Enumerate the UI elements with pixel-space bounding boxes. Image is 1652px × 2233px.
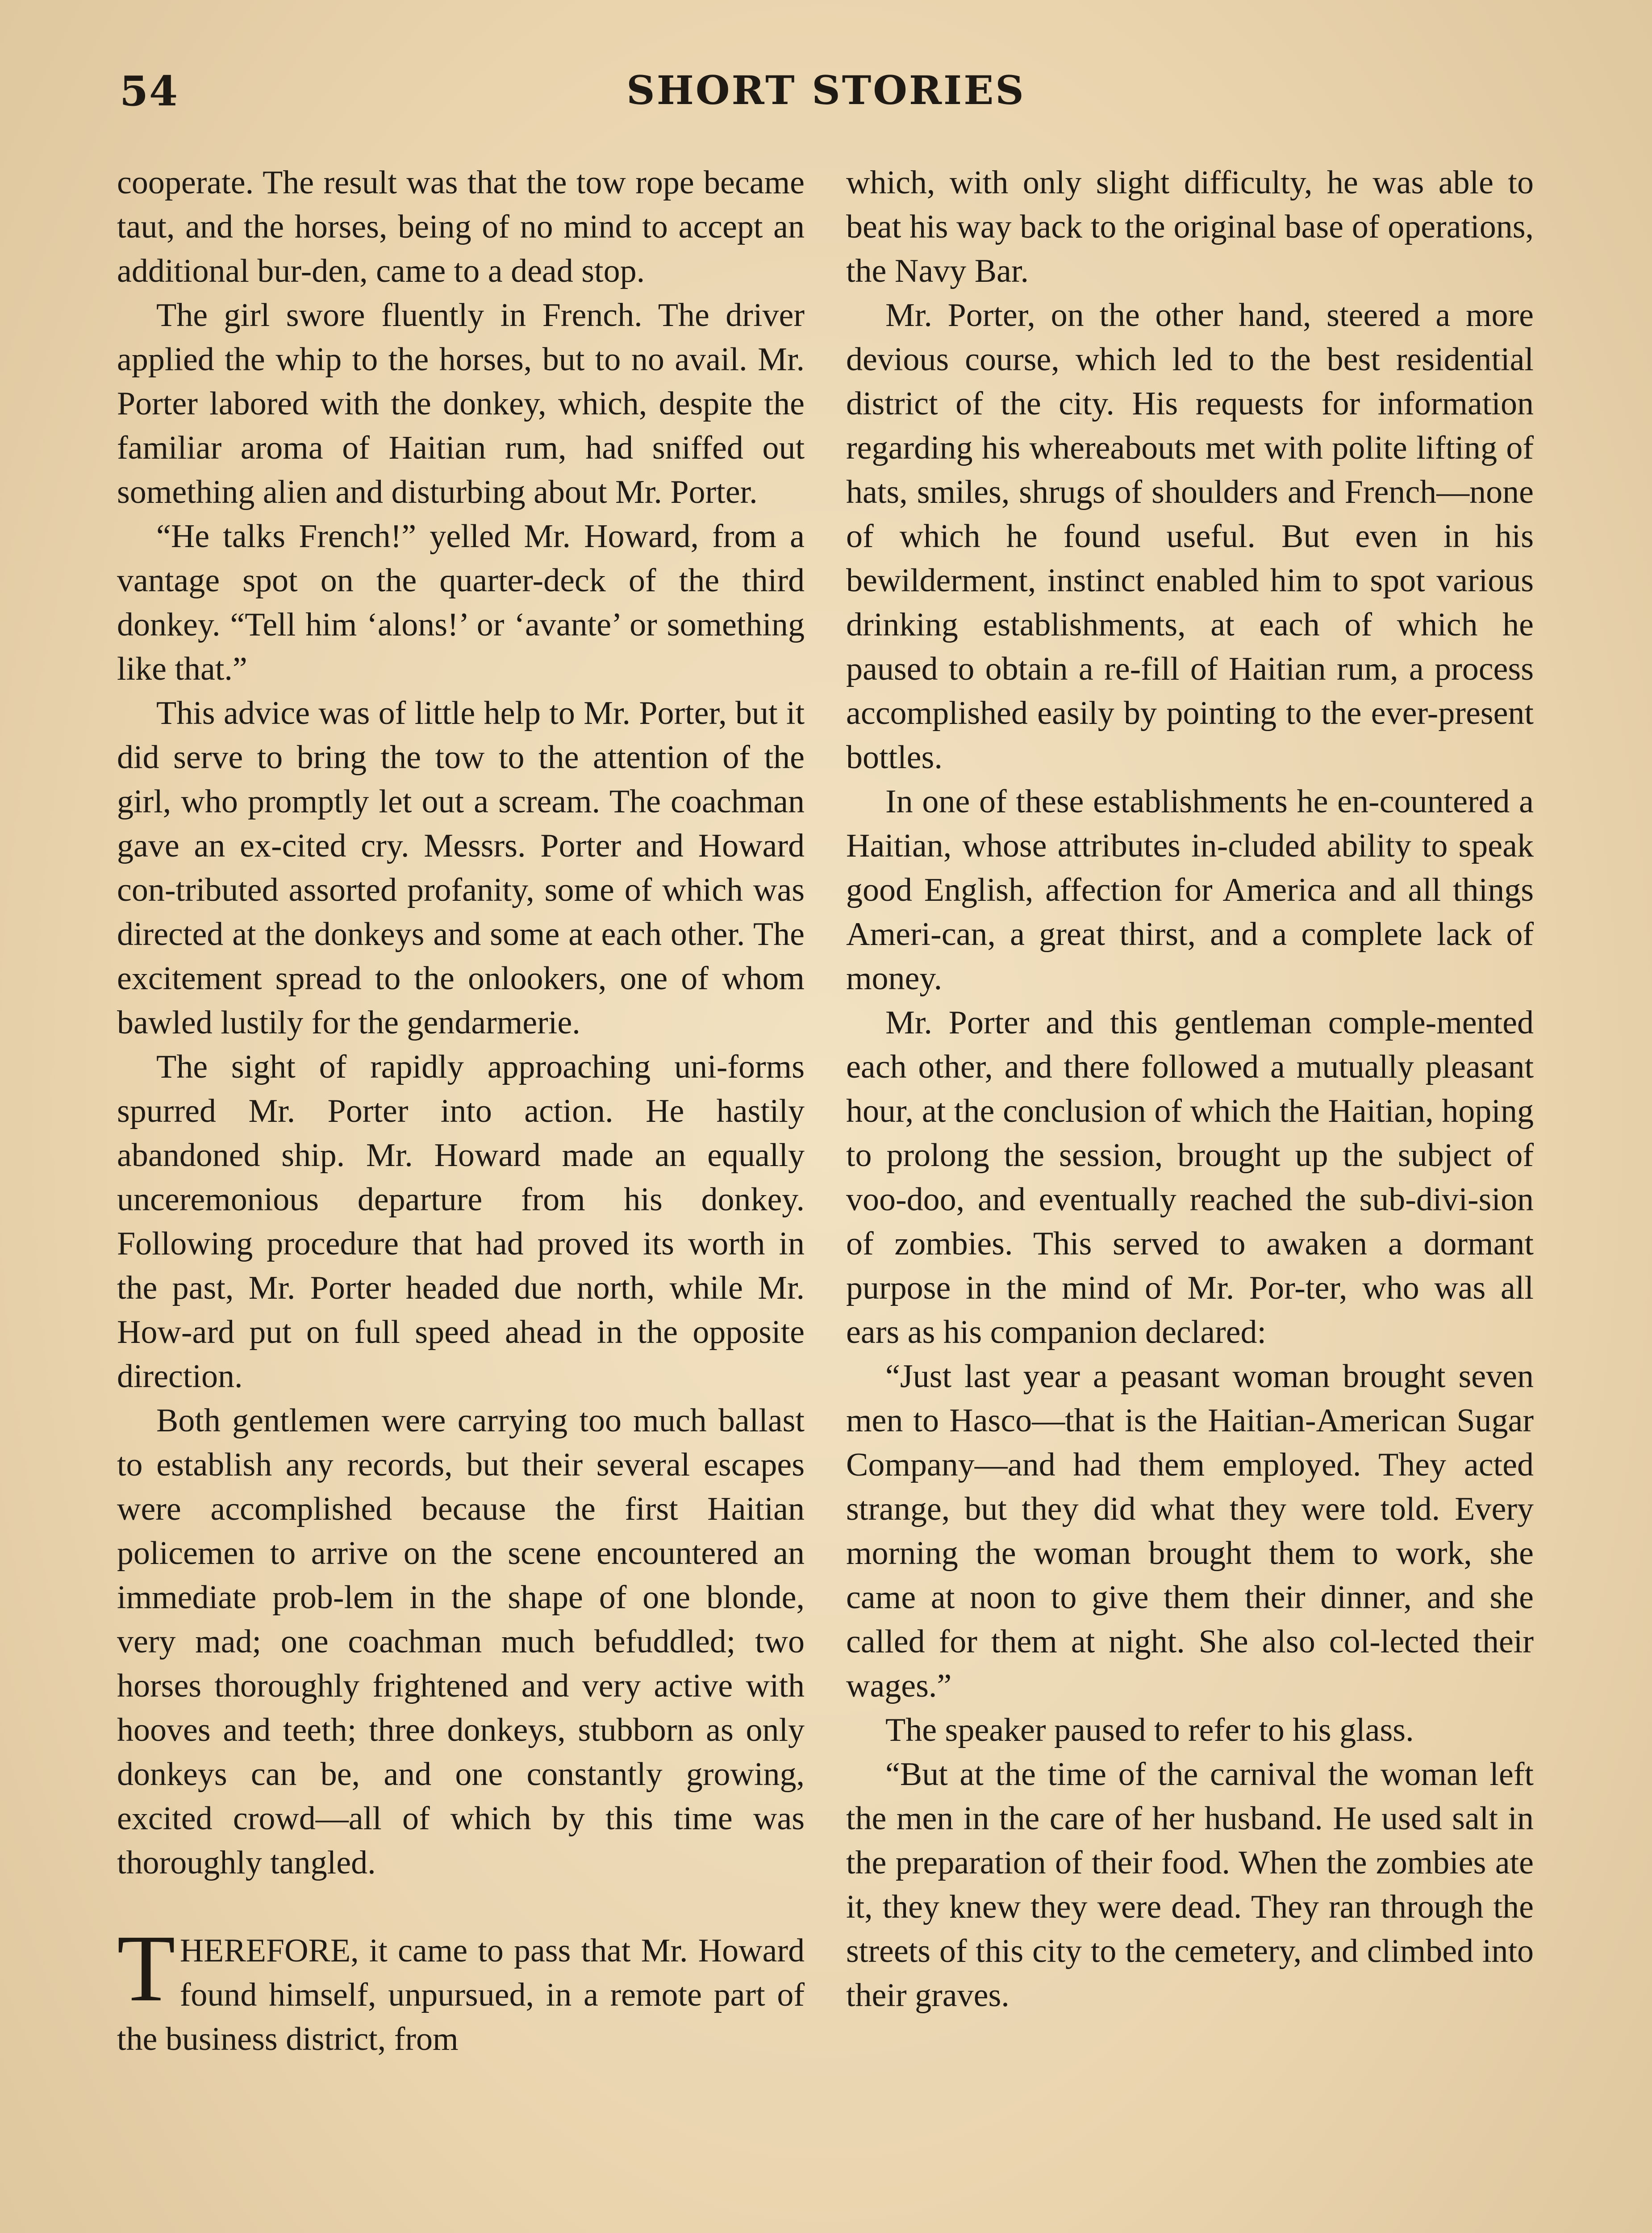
paragraph: In one of these establishments he en-countered a Haitian, whose attributes in-cluded ability to speak good English, affection for America and all things Ameri-can, a great thirst, and a complete lack of money. (846, 783, 1534, 997)
lead-in: HEREFORE, (179, 1932, 359, 1969)
paragraph: Mr. Porter, on the other hand, steered a more devious course, which led to the best residential district of the city. His requests for information regarding his whereabouts met with polite lifting of hats, smiles, shrugs of shoulders and French—none of which he found useful. But even in his bewilderment, instinct enabled him to spot various drinking establishments, at each of which he paused to obtain a re-fill of Haitian rum, a process accomplished easily by pointing to the ever-present bottles. (846, 297, 1534, 776)
paragraph: Both gentlemen were carrying too much ballast to establish any records, but their several escapes were accomplished because the first Haitian policemen to arrive on the scene encountered an immediate prob-lem in the shape of one blonde, very mad; one coachman much befuddled; two horses thoroughly frightened and very active with hooves and teeth; three donkeys, stubborn as only donkeys can be, and one constantly growing, excited crowd—all of which by this time was thoroughly tangled. (117, 1402, 805, 1881)
paragraph: The sight of rapidly approaching uni-forms spurred Mr. Porter into action. He hastily abandoned ship. Mr. Howard made an equally unceremonious departure from his donkey. Following procedure that had proved its worth in the past, Mr. Porter headed due north, while Mr. How-ard put on full speed ahead in the opposite direction. (117, 1049, 805, 1395)
paragraph: cooperate. The result was that the tow rope became taut, and the horses, being of no mind to accept an additional bur-den, came to a dead stop. (117, 164, 805, 289)
page-number: 54 (120, 67, 179, 115)
paragraph: “He talks French!” yelled Mr. Howard, from a vantage spot on the quarter-deck of the third donkey. “Tell him ‘alons!’ or ‘avante’ or something like that.” (117, 518, 805, 687)
left-column (117, 161, 805, 2062)
running-head: SHORT STORIES (626, 67, 1026, 113)
paragraph: The speaker paused to refer to his glass. (885, 1712, 1414, 1748)
section-text: it came to pass that Mr. Howard found himself, unpursued, in a remote part of the business district, from (117, 1932, 805, 2057)
paragraph: which, with only slight difficulty, he was able to beat his way back to the original base of operations, the Navy Bar. (846, 164, 1534, 289)
paragraph: The girl swore fluently in French. The driver applied the whip to the horses, but to no avail. Mr. Porter labored with the donkey, which, despite the familiar aroma of Haitian rum, had sniffed out something alien and disturbing about Mr. Porter. (117, 297, 805, 510)
paragraph: This advice was of little help to Mr. Porter, but it did serve to bring the tow to the attention of the girl, who promptly let out a scream. The coachman gave an ex-cited cry. Messrs. Porter and Howard con-tributed assorted profanity, some of which was directed at the donkeys and some at each other. The excitement spread to the onlookers, one of whom bawled lustily for the gendarmerie. (117, 695, 805, 1041)
right-column (846, 161, 1534, 2018)
paragraph: “Just last year a peasant woman brought seven men to Hasco—that is the Haitian-American Sugar Company—and had them employed. They acted strange, but they did what they were told. Every morning the woman brought them to work, she came at noon to give them their dinner, and she called for them at night. She also col-lected their wages.” (846, 1358, 1534, 1704)
section-start-paragraph (117, 1915, 805, 2062)
paragraph: “But at the time of the carnival the woman left the men in the care of her husband. He used salt in the preparation of their food. When the zombies ate it, they knew they were dead. They ran through the streets of this city to the cemetery, and climbed into their graves. (846, 1756, 1534, 2014)
paragraph: Mr. Porter and this gentleman comple-mented each other, and there followed a mutually pleasant hour, at the conclusion of which the Haitian, hoping to prolong the session, brought up the subject of voo-doo, and eventually reached the sub-divi-sion of zombies. This served to awaken a dormant purpose in the mind of Mr. Por-ter, who was all ears as his companion declared: (846, 1004, 1534, 1351)
drop-cap: T (117, 1915, 175, 2021)
